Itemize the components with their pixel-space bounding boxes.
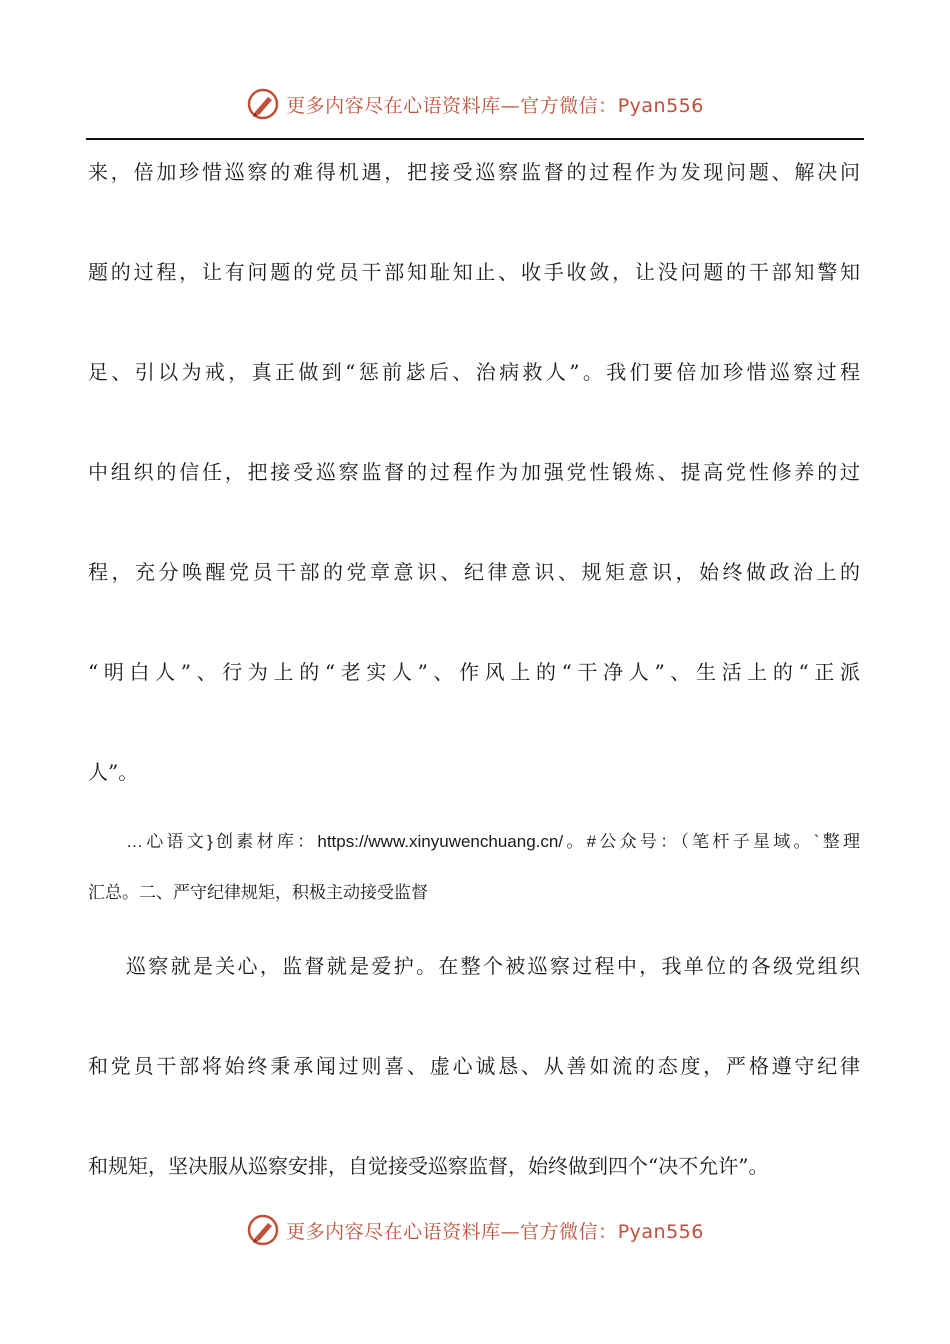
text-line: 和规矩，坚决服从巡察安排，自觉接受巡察监督，始终做到四个“决不允许”。	[88, 1154, 769, 1178]
wechat-handle: Pyan556	[617, 1220, 704, 1243]
text-line: 题的过程，让有问题的党员干部知耻知止、收手收敛，让没问题的干部知警知	[88, 260, 860, 284]
text-line: 来，倍加珍惜巡察的难得机遇，把接受巡察监督的过程作为发现问题、解决问	[88, 160, 860, 184]
text-line: 中组织的信任，把接受巡察监督的过程作为加强党性锻炼、提高党性修养的过	[88, 460, 860, 484]
header-banner	[0, 82, 950, 126]
text-line: “明白人”、行为上的“老实人”、作风上的“干净人”、生活上的“正派	[88, 660, 860, 684]
text-line: 人”。	[88, 760, 139, 784]
text-line: 程，充分唤醒党员干部的党章意识、纪律意识、规矩意识，始终做政治上的	[88, 560, 860, 584]
pen-in-circle-icon	[246, 87, 280, 121]
text-line: 巡察就是关心，监督就是爱护。在整个被巡察过程中，我单位的各级党组织	[126, 954, 860, 978]
text-line: 足、引以为戒，真正做到“惩前毖后、治病救人”。我们要倍加珍惜巡察过程	[88, 360, 860, 384]
section-heading: 汇总。二、严守纪律规矩，积极主动接受监督	[88, 883, 428, 902]
note-line: …心语文}创素材库：https://www.xinyuwenchuang.cn/。#公众号：（笔杆子星域。`整理	[126, 832, 860, 851]
footer-banner	[0, 1208, 950, 1252]
text-line: 和党员干部将始终秉承闻过则喜、虚心诚恳、从善如流的态度，严格遵守纪律	[88, 1054, 860, 1078]
header-banner-text: 更多内容尽在心语资料库—官方微信：Pyan556	[286, 94, 704, 117]
header-divider	[86, 138, 864, 140]
footer-banner-text: 更多内容尽在心语资料库—官方微信：Pyan556	[286, 1220, 704, 1243]
pen-in-circle-icon	[246, 1213, 280, 1247]
wechat-handle: Pyan556	[617, 94, 704, 117]
